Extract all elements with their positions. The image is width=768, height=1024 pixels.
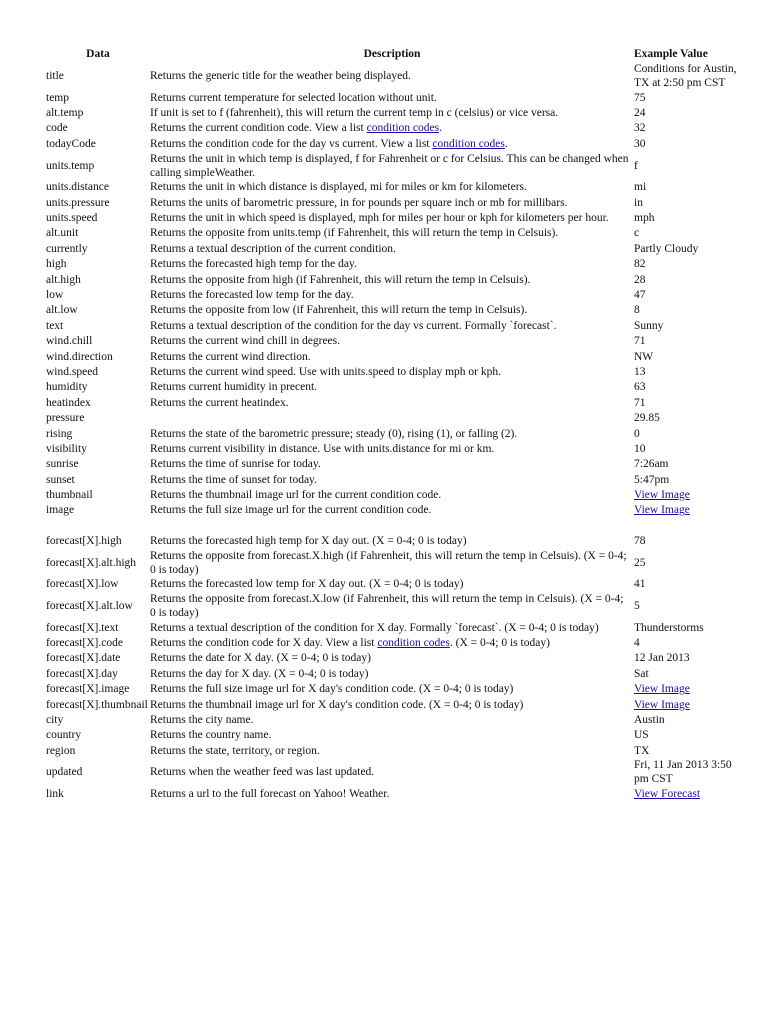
header-description: Description [363,48,421,60]
field-description [150,287,634,302]
text-fragment: Returns the country name. [150,729,272,742]
reference-sheet [46,46,746,802]
example-value [634,303,746,318]
table-row [46,121,746,136]
field-name: wind.direction [46,350,113,363]
spacer-row [46,518,746,533]
field-description [150,395,634,410]
field-description [150,651,634,666]
field-name: city [46,713,64,726]
text-fragment: 10 [634,442,646,455]
view-image-link[interactable]: View Image [634,683,690,696]
table-row [46,318,746,333]
text-fragment: Thunderstorms [634,621,704,634]
field-name: forecast[X].alt.high [46,556,137,569]
field-name: forecast[X].low [46,578,119,591]
field-name: thumbnail [46,489,93,502]
text-fragment: Returns the forecasted high temp for X day out. (X = 0-4; 0 is today) [150,534,467,547]
field-name: title [46,70,64,82]
text-fragment: 75 [634,91,646,104]
table-row [46,592,746,620]
example-value [634,577,746,592]
text-fragment: mph [634,212,655,225]
text-fragment: Returns the forecasted low temp for the day. [150,288,354,301]
field-description [150,195,634,210]
text-fragment: Returns a textual description of the condition for the day vs current. Formally `forecast`. [150,319,557,332]
table-row [46,533,746,548]
table-row [46,195,746,210]
text-fragment: 28 [634,273,646,286]
field-name: alt.unit [46,227,79,240]
table-row [46,487,746,502]
table-row [46,136,746,151]
field-name: sunrise [46,458,79,471]
field-description [150,620,634,635]
field-name: rising [46,427,73,440]
table-row [46,426,746,441]
example-value [634,487,746,502]
example-value [634,210,746,225]
view-image-link[interactable]: View Image [634,698,690,711]
text-fragment: Returns the current condition code. View a list [150,122,367,135]
field-name: sunset [46,473,75,486]
example-value [634,549,746,577]
text-fragment: Returns the opposite from high (if Fahrenheit, this will return the temp in Celsuis). [150,273,531,286]
text-fragment: Returns the condition code for the day vs current. View a list [150,137,433,150]
text-fragment: Fri, 11 Jan 2013 3:50 pm CST [634,759,732,786]
field-name: region [46,744,76,757]
table-row [46,152,746,180]
field-description [150,592,634,620]
example-value [634,395,746,410]
text-fragment: Returns the day for X day. (X = 0-4; 0 is today) [150,667,369,680]
field-description [150,121,634,136]
text-fragment: . (X = 0-4; 0 is today) [449,637,550,650]
field-description [150,105,634,120]
text-fragment: Returns the opposite from forecast.X.high (if Fahrenheit, this will return the temp in Celsuis). (X = 0-4; 0 is today) [150,549,627,576]
text-fragment: Returns the forecasted high temp for the day. [150,258,357,271]
field-name: alt.temp [46,107,84,120]
field-description [150,333,634,348]
field-description [150,758,634,786]
text-fragment: TX [634,744,650,757]
text-fragment: Returns the opposite from units.temp (if Fahrenheit, this will return the temp in Celsuis). [150,227,559,240]
field-name: low [46,288,64,301]
field-name: currently [46,242,88,255]
text-fragment: US [634,729,649,742]
header-data: Data [86,48,110,60]
example-value [634,635,746,650]
field-name: forecast[X].day [46,667,118,680]
example-value [634,592,746,620]
text-fragment: 4 [634,637,640,650]
example-value [634,426,746,441]
text-fragment: 5 [634,599,640,612]
example-value [634,121,746,136]
table-header [46,46,746,62]
text-fragment: Sunny [634,319,664,332]
table-row [46,287,746,302]
field-description [150,697,634,712]
table-row [46,712,746,727]
header-example-value: Example Value [634,48,708,60]
table-row [46,457,746,472]
field-description [150,472,634,487]
field-description [150,318,634,333]
field-description [150,410,634,425]
text-fragment: Returns the generic title for the weather being displayed. [150,70,411,82]
text-fragment: mi [634,181,647,194]
example-value [634,697,746,712]
field-description [150,364,634,379]
text-fragment: Returns the time of sunrise for today. [150,458,321,471]
text-fragment: Returns the units of barometric pressure, in for pounds per square inch or mb for millibars. [150,196,568,209]
text-fragment: If unit is set to f (fahrenheit), this will return the current temp in c (celsius) or vice versa. [150,107,559,120]
field-name: high [46,258,67,271]
text-fragment: 25 [634,556,646,569]
table-row [46,90,746,105]
text-fragment: Austin [634,713,665,726]
example-value [634,651,746,666]
field-description [150,349,634,364]
table-row [46,503,746,518]
table-row [46,226,746,241]
text-fragment: Returns the thumbnail image url for X day's condition code. (X = 0-4; 0 is today) [150,698,524,711]
example-value [634,90,746,105]
text-fragment: Returns the opposite from forecast.X.low (if Fahrenheit, this will return the temp in Celsuis). (X = 0-4; 0 is today) [150,592,624,619]
field-description [150,180,634,195]
table-row [46,410,746,425]
field-name: wind.chill [46,335,93,348]
field-name: image [46,504,75,517]
text-fragment: . [504,137,508,150]
table-row [46,241,746,256]
table-row [46,728,746,743]
text-fragment: Returns the city name. [150,713,254,726]
example-value [634,682,746,697]
text-fragment: Returns the current heatindex. [150,396,289,409]
text-fragment: Returns the unit in which temp is displayed, f for Fahrenheit or c for Celsius. This can be changed when calling simpleWeather. [150,152,629,179]
example-value [634,758,746,786]
field-description [150,62,634,90]
text-fragment: Returns the unit in which speed is displayed, mph for miles per hour or kph for kilometers per hour. [150,212,609,225]
text-fragment: in [634,196,643,209]
table-row [46,62,746,90]
table-row [46,577,746,592]
example-value [634,712,746,727]
table-row [46,257,746,272]
table-row [46,472,746,487]
field-name: forecast[X].date [46,652,121,665]
text-fragment: 63 [634,381,646,394]
text-fragment: 78 [634,534,646,547]
field-name: alt.high [46,273,81,286]
table-row [46,635,746,650]
field-name: code [46,122,68,135]
text-fragment: 82 [634,258,646,271]
field-name: pressure [46,412,85,425]
text-fragment: 12 Jan 2013 [634,652,690,665]
field-description [150,666,634,681]
field-description [150,426,634,441]
text-fragment: Returns the state of the barometric pressure; steady (0), rising (1), or falling (2). [150,427,518,440]
example-value [634,441,746,456]
text-fragment: 24 [634,107,646,120]
field-description [150,577,634,592]
field-description [150,152,634,180]
example-value [634,380,746,395]
table-row [46,105,746,120]
field-name: humidity [46,381,88,394]
field-description [150,241,634,256]
example-value [634,743,746,758]
field-description [150,635,634,650]
field-description [150,533,634,548]
example-value [634,503,746,518]
table-row [46,682,746,697]
field-name: temp [46,91,69,104]
example-value [634,226,746,241]
view-image-link[interactable]: View Image [634,489,690,502]
table-row [46,272,746,287]
field-name: text [46,319,64,332]
table-row [46,180,746,195]
condition-codes-link[interactable]: condition codes [432,137,505,150]
table-row [46,651,746,666]
example-value [634,410,746,425]
example-value [634,287,746,302]
field-name: forecast[X].thumbnail [46,698,148,711]
text-fragment: 32 [634,122,646,135]
example-value [634,318,746,333]
field-name: alt.low [46,304,78,317]
table-row [46,549,746,577]
table-row [46,441,746,456]
field-name: heatindex [46,396,91,409]
field-name: updated [46,766,83,779]
text-fragment: Returns the opposite from low (if Fahrenheit, this will return the temp in Celsuis). [150,304,528,317]
text-fragment: c [634,227,640,240]
text-fragment: Returns the time of sunset for today. [150,473,317,486]
table-row [46,666,746,681]
example-value [634,786,746,801]
example-value [634,333,746,348]
field-description [150,226,634,241]
table-row [46,697,746,712]
field-name: forecast[X].code [46,637,123,650]
field-name: forecast[X].text [46,621,119,634]
text-fragment: NW [634,350,654,363]
field-description [150,728,634,743]
spacer-cell [46,518,746,533]
text-fragment: 41 [634,578,646,591]
text-fragment: Returns current visibility in distance. Use with units.distance for mi or km. [150,442,495,455]
text-fragment: Returns the current wind speed. Use with units.speed to display mph or kph. [150,365,502,378]
example-value [634,62,746,90]
text-fragment: Returns the date for X day. (X = 0-4; 0 is today) [150,652,371,665]
text-fragment: Returns the unit in which distance is displayed, mi for miles or km for kilometers. [150,181,527,194]
example-value [634,620,746,635]
table-row [46,743,746,758]
field-description [150,380,634,395]
text-fragment: 29.85 [634,412,660,425]
view-forecast-link[interactable]: View Forecast [634,788,701,801]
text-fragment: Returns the current wind direction. [150,350,311,363]
table-row [46,349,746,364]
table-row [46,380,746,395]
example-value [634,364,746,379]
field-description [150,272,634,287]
example-value [634,105,746,120]
field-description [150,136,634,151]
text-fragment: 71 [634,396,646,409]
field-name: country [46,729,82,742]
field-description [150,743,634,758]
example-value [634,349,746,364]
field-name: forecast[X].high [46,534,122,547]
table-row [46,620,746,635]
field-name: link [46,788,64,801]
text-fragment: Returns the full size image url for X day's condition code. (X = 0-4; 0 is today) [150,683,514,696]
table-row [46,210,746,225]
text-fragment: f [634,159,638,172]
field-description [150,90,634,105]
field-name: units.distance [46,181,109,194]
text-fragment: . [439,122,442,135]
field-name: wind.speed [46,365,99,378]
text-fragment: Returns current temperature for selected location without unit. [150,91,437,104]
text-fragment: Returns the forecasted low temp for X day out. (X = 0-4; 0 is today) [150,578,464,591]
text-fragment: Returns the thumbnail image url for the current condition code. [150,489,442,502]
text-fragment: 8 [634,304,640,317]
text-fragment: Returns current humidity in precent. [150,381,318,394]
text-fragment: 71 [634,335,646,348]
field-name: visibility [46,442,87,455]
table-body [46,62,746,802]
field-description [150,712,634,727]
condition-codes-link[interactable]: condition codes [377,637,450,650]
condition-codes-link[interactable]: condition codes [366,122,440,135]
field-description [150,549,634,577]
field-description [150,441,634,456]
field-description [150,257,634,272]
field-description [150,503,634,518]
text-fragment: Returns a textual description of the condition for X day. Formally `forecast`. (X = 0-4; 0 is today) [150,621,599,634]
field-name: units.speed [46,212,98,225]
example-value [634,257,746,272]
table-row [46,333,746,348]
text-fragment: Returns a textual description of the current condition. [150,242,396,255]
field-name: forecast[X].alt.low [46,599,133,612]
text-fragment: Partly Cloudy [634,242,699,255]
example-value [634,728,746,743]
text-fragment: Conditions for Austin, TX at 2:50 pm CST [634,63,737,89]
text-fragment: 0 [634,427,640,440]
field-name: units.temp [46,159,95,172]
text-fragment: Sat [634,667,649,680]
text-fragment: 13 [634,365,646,378]
table-row [46,303,746,318]
example-value [634,195,746,210]
example-value [634,533,746,548]
text-fragment: 5:47pm [634,473,670,486]
field-description [150,303,634,318]
field-description [150,487,634,502]
example-value [634,152,746,180]
text-fragment: Returns the state, territory, or region. [150,744,320,757]
text-fragment: Returns the current wind chill in degrees. [150,335,341,348]
text-fragment: 47 [634,288,646,301]
table-row [46,364,746,379]
field-name: units.pressure [46,196,110,209]
table-row [46,395,746,410]
text-fragment: Returns when the weather feed was last updated. [150,766,375,779]
weather-fields-table [46,46,746,802]
example-value [634,472,746,487]
example-value [634,241,746,256]
text-fragment: Returns the full size image url for the current condition code. [150,504,432,517]
text-fragment: 30 [634,137,646,150]
field-name: todayCode [46,137,96,150]
example-value [634,136,746,151]
header-row [46,46,746,62]
field-description [150,682,634,697]
field-description [150,457,634,472]
table-row [46,786,746,801]
field-description [150,210,634,225]
table-row [46,758,746,786]
text-fragment: Returns a url to the full forecast on Yahoo! Weather. [150,788,390,801]
field-description [150,786,634,801]
text-fragment: 7:26am [634,458,669,471]
example-value [634,272,746,287]
view-image-link[interactable]: View Image [634,504,690,517]
field-name: forecast[X].image [46,683,130,696]
example-value [634,457,746,472]
text-fragment: Returns the condition code for X day. View a list [150,637,378,650]
example-value [634,180,746,195]
example-value [634,666,746,681]
